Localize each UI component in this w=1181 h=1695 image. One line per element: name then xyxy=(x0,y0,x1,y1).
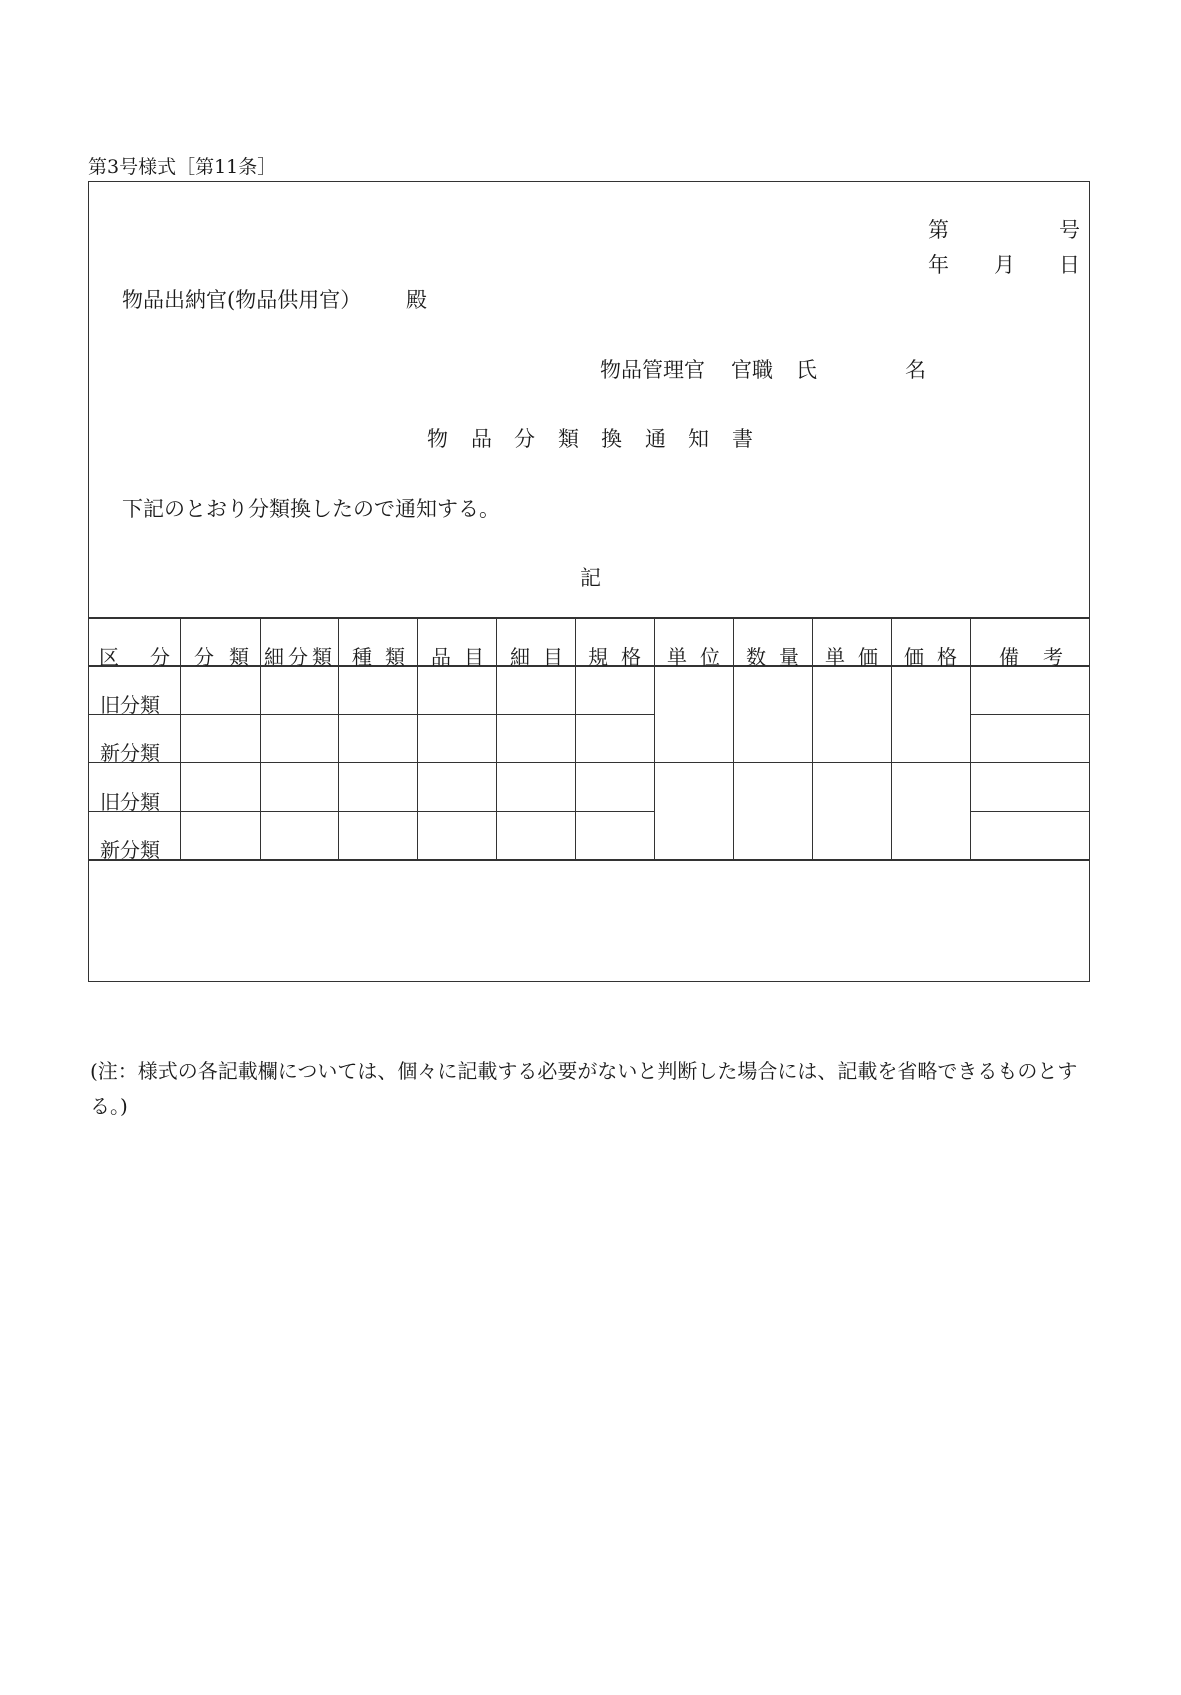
header-tani-a: 単 xyxy=(667,645,687,669)
table-rule xyxy=(338,617,339,860)
sender-post: 官職 xyxy=(731,358,773,382)
table-rule xyxy=(88,762,1090,763)
table-rule xyxy=(970,811,1090,812)
header-kakaku-a: 価 xyxy=(904,645,924,669)
header-kikaku-b: 格 xyxy=(621,645,641,669)
table-rule xyxy=(891,617,892,860)
table-rule xyxy=(575,617,576,860)
table-rule xyxy=(88,859,1090,861)
header-biko-b: 考 xyxy=(1043,645,1063,669)
sender-shi: 氏 xyxy=(796,358,817,382)
row-label-old: 旧分類 xyxy=(100,693,160,717)
doc-title-char: 品 xyxy=(471,427,492,451)
table-rule xyxy=(180,617,181,860)
body-text: 下記のとおり分類換したので通知する。 xyxy=(122,497,500,521)
header-shurui-b: 類 xyxy=(385,645,405,669)
header-hinmoku-b: 目 xyxy=(464,645,484,669)
date-year: 年 xyxy=(928,253,949,277)
table-rule xyxy=(812,617,813,860)
table-rule xyxy=(88,714,654,715)
addressee-honorific: 殿 xyxy=(406,288,427,312)
table-rule xyxy=(88,811,654,812)
header-saimoku-a: 細 xyxy=(510,645,530,669)
doc-title-char: 換 xyxy=(601,427,622,451)
row-label-new: 新分類 xyxy=(100,741,160,765)
header-kikaku-a: 規 xyxy=(588,645,608,669)
header-kubun-a: 区 xyxy=(99,645,119,669)
row-label-old: 旧分類 xyxy=(100,790,160,814)
header-tanka-a: 単 xyxy=(825,645,845,669)
number-go: 号 xyxy=(1059,218,1080,242)
header-suryo-a: 数 xyxy=(746,645,766,669)
table-rule xyxy=(496,617,497,860)
table-rule xyxy=(654,617,655,860)
header-kakaku-b: 格 xyxy=(937,645,957,669)
header-saibunrui: 細分類 xyxy=(264,645,336,669)
header-saimoku-b: 目 xyxy=(543,645,563,669)
doc-title-char: 書 xyxy=(732,427,753,451)
ki-heading: 記 xyxy=(580,566,601,590)
doc-title-char: 分 xyxy=(514,427,535,451)
doc-title-char: 類 xyxy=(558,427,579,451)
addressee-name: 物品出納官(物品供用官） xyxy=(122,288,362,312)
header-shurui-a: 種 xyxy=(352,645,372,669)
header-bunrui-a: 分 xyxy=(194,645,214,669)
date-month: 月 xyxy=(994,253,1015,277)
number-dai: 第 xyxy=(928,218,949,242)
doc-title-char: 知 xyxy=(688,427,709,451)
table-rule xyxy=(970,617,971,860)
header-tanka-b: 価 xyxy=(858,645,878,669)
header-suryo-b: 量 xyxy=(779,645,799,669)
sender-title: 物品管理官 xyxy=(600,358,705,382)
table-rule xyxy=(970,714,1090,715)
table-rule xyxy=(260,617,261,860)
date-day: 日 xyxy=(1059,253,1080,277)
header-kubun-b: 分 xyxy=(150,645,170,669)
header-biko-a: 備 xyxy=(999,645,1019,669)
header-bunrui-b: 類 xyxy=(229,645,249,669)
table-rule xyxy=(88,617,1090,619)
table-rule xyxy=(733,617,734,860)
form-number-label: 第3号様式［第11条］ xyxy=(88,156,277,178)
row-label-new: 新分類 xyxy=(100,838,160,862)
header-tani-b: 位 xyxy=(700,645,720,669)
sender-mei: 名 xyxy=(905,358,926,382)
footnote: (注：様式の各記載欄については、個々に記載する必要がないと判断した場合には、記載を省略できるものとする。) xyxy=(90,1059,1078,1118)
header-hinmoku-a: 品 xyxy=(431,645,451,669)
table-rule xyxy=(417,617,418,860)
doc-title-char: 物 xyxy=(427,427,448,451)
doc-title-char: 通 xyxy=(645,427,666,451)
